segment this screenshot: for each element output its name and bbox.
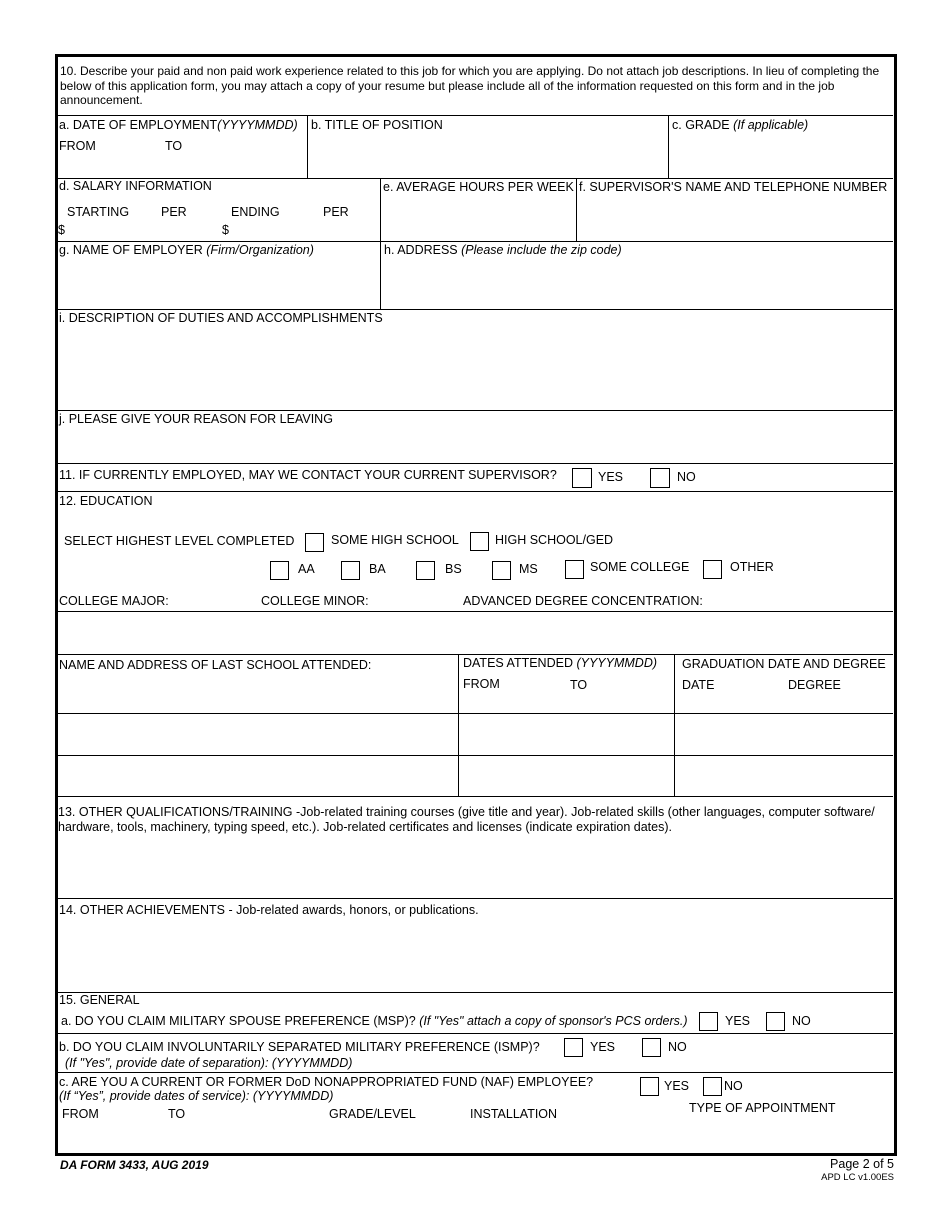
no-label: NO xyxy=(724,1079,743,1093)
employer-address-label: h. ADDRESS (Please include the zip code) xyxy=(384,243,622,257)
contact-yes-checkbox[interactable] xyxy=(572,468,592,488)
ba-label: BA xyxy=(369,562,386,576)
no-label: NO xyxy=(677,470,696,484)
contact-no-checkbox[interactable] xyxy=(650,468,670,488)
divider xyxy=(674,654,675,796)
ismp-no-checkbox[interactable] xyxy=(642,1038,661,1057)
ba-checkbox[interactable] xyxy=(341,561,360,580)
graduation-label: GRADUATION DATE AND DEGREE xyxy=(682,657,886,671)
form-version: APD LC v1.00ES xyxy=(821,1172,894,1183)
per-label: PER xyxy=(161,205,187,219)
contact-supervisor-question: 11. IF CURRENTLY EMPLOYED, MAY WE CONTACT YOUR CURRENT SUPERVISOR? xyxy=(59,468,557,482)
college-major-label: COLLEGE MAJOR: xyxy=(59,594,169,608)
divider xyxy=(380,178,381,309)
divider xyxy=(57,463,893,464)
employment-from-label: FROM xyxy=(59,139,96,153)
yes-label: YES xyxy=(725,1014,751,1028)
advanced-degree-label: ADVANCED DEGREE CONCENTRATION: xyxy=(463,594,703,608)
graduation-date-label: DATE xyxy=(682,678,715,692)
other-achievements-label: 14. OTHER ACHIEVEMENTS - Job-related awards, honors, or publications. xyxy=(59,903,479,917)
divider xyxy=(576,178,577,241)
last-school-label: NAME AND ADDRESS OF LAST SCHOOL ATTENDED: xyxy=(59,658,372,672)
divider xyxy=(57,755,893,756)
some-college-checkbox[interactable] xyxy=(565,560,584,579)
position-title-label: b. TITLE OF POSITION xyxy=(311,118,443,132)
yes-label: YES xyxy=(598,470,624,484)
naf-note: (If “Yes”, provide dates of service): (YYYYMMDD) xyxy=(59,1089,334,1103)
ms-checkbox[interactable] xyxy=(492,561,511,580)
some-college-label: SOME COLLEGE xyxy=(590,560,690,574)
form-number: DA FORM 3433, AUG 2019 xyxy=(60,1158,209,1172)
divider xyxy=(57,241,893,242)
service-to-label: TO xyxy=(168,1107,186,1121)
dollar-sign: $ xyxy=(58,223,65,237)
naf-yes-checkbox[interactable] xyxy=(640,1077,659,1096)
other-checkbox[interactable] xyxy=(703,560,722,579)
page-number: Page 2 of 5 xyxy=(830,1157,894,1171)
aa-checkbox[interactable] xyxy=(270,561,289,580)
divider xyxy=(668,115,669,178)
dollar-sign: $ xyxy=(222,223,229,237)
bs-checkbox[interactable] xyxy=(416,561,435,580)
divider xyxy=(57,1033,893,1034)
other-label: OTHER xyxy=(730,560,774,574)
installation-label: INSTALLATION xyxy=(470,1107,558,1121)
ms-label: MS xyxy=(519,562,538,576)
aa-label: AA xyxy=(298,562,315,576)
divider xyxy=(458,654,459,796)
grade-level-label: GRADE/LEVEL xyxy=(329,1107,416,1121)
duties-label: i. DESCRIPTION OF DUTIES AND ACCOMPLISHMENTS xyxy=(59,311,383,325)
ending-label: ENDING xyxy=(231,205,280,219)
bs-label: BS xyxy=(445,562,462,576)
starting-label: STARTING xyxy=(67,205,130,219)
appointment-type-label: TYPE OF APPOINTMENT xyxy=(689,1101,836,1115)
msp-question: a. DO YOU CLAIM MILITARY SPOUSE PREFERENCE (MSP)? (If "Yes" attach a copy of sponsor's PCS orders.) xyxy=(61,1014,688,1028)
no-label: NO xyxy=(668,1040,687,1054)
avg-hours-label: e. AVERAGE HOURS PER WEEK xyxy=(383,180,574,194)
high-school-ged-label: HIGH SCHOOL/GED xyxy=(495,533,614,547)
employer-name-label: g. NAME OF EMPLOYER (Firm/Organization) xyxy=(59,243,314,257)
supervisor-label: f. SUPERVISOR'S NAME AND TELEPHONE NUMBER xyxy=(579,180,888,194)
divider xyxy=(57,115,893,116)
other-qualifications-label: 13. OTHER QUALIFICATIONS/TRAINING -Job-related training courses (give title and year). Job-related skills (other languages, computer software/ hardware, tools, machinery, typing speed, etc.). Job-related certificates and licenses (indicate expiration dates). xyxy=(58,805,875,834)
divider xyxy=(57,309,893,310)
no-label: NO xyxy=(792,1014,811,1028)
divider xyxy=(57,611,893,612)
divider xyxy=(57,1072,893,1073)
degree-label: DEGREE xyxy=(788,678,841,692)
attended-to-label: TO xyxy=(570,678,588,692)
ismp-question: b. DO YOU CLAIM INVOLUNTARILY SEPARATED MILITARY PREFERENCE (ISMP)? xyxy=(59,1040,540,1054)
salary-info-label: d. SALARY INFORMATION xyxy=(59,179,212,193)
divider xyxy=(57,654,893,655)
section-10-instructions: 10. Describe your paid and non paid work experience related to this job for which you are applying. Do not attach job descriptions. In lieu of completing the below of this application form, you may attach a copy of your resume but please include all of the information requested on this form and in the job announcement. xyxy=(60,64,880,107)
highest-level-label: SELECT HIGHEST LEVEL COMPLETED xyxy=(64,534,295,548)
reason-leaving-label: j. PLEASE GIVE YOUR REASON FOR LEAVING xyxy=(59,412,333,426)
divider xyxy=(57,796,893,797)
yes-label: YES xyxy=(590,1040,616,1054)
msp-yes-checkbox[interactable] xyxy=(699,1012,718,1031)
naf-question: c. ARE YOU A CURRENT OR FORMER DoD NONAPPROPRIATED FUND (NAF) EMPLOYEE? xyxy=(59,1075,594,1089)
divider xyxy=(57,491,893,492)
yes-label: YES xyxy=(664,1079,690,1093)
employment-to-label: TO xyxy=(165,139,183,153)
divider xyxy=(307,115,308,178)
msp-no-checkbox[interactable] xyxy=(766,1012,785,1031)
divider xyxy=(57,713,893,714)
general-title: 15. GENERAL xyxy=(59,993,140,1007)
divider xyxy=(57,410,893,411)
some-high-school-label: SOME HIGH SCHOOL xyxy=(331,533,459,547)
ismp-note: (If "Yes", provide date of separation): (YYYYMMDD) xyxy=(65,1056,353,1070)
per-label: PER xyxy=(323,205,349,219)
naf-no-checkbox[interactable] xyxy=(703,1077,722,1096)
service-from-label: FROM xyxy=(62,1107,99,1121)
ismp-yes-checkbox[interactable] xyxy=(564,1038,583,1057)
attended-from-label: FROM xyxy=(463,677,500,691)
dates-attended-label: DATES ATTENDED (YYYYMMDD) xyxy=(463,656,658,670)
education-title: 12. EDUCATION xyxy=(59,494,153,508)
grade-label: c. GRADE (If applicable) xyxy=(672,118,809,132)
high-school-ged-checkbox[interactable] xyxy=(470,532,489,551)
some-high-school-checkbox[interactable] xyxy=(305,533,324,552)
divider xyxy=(57,992,893,993)
divider xyxy=(57,898,893,899)
employment-date-label: a. DATE OF EMPLOYMENT(YYYYMMDD) xyxy=(59,118,298,132)
college-minor-label: COLLEGE MINOR: xyxy=(261,594,369,608)
